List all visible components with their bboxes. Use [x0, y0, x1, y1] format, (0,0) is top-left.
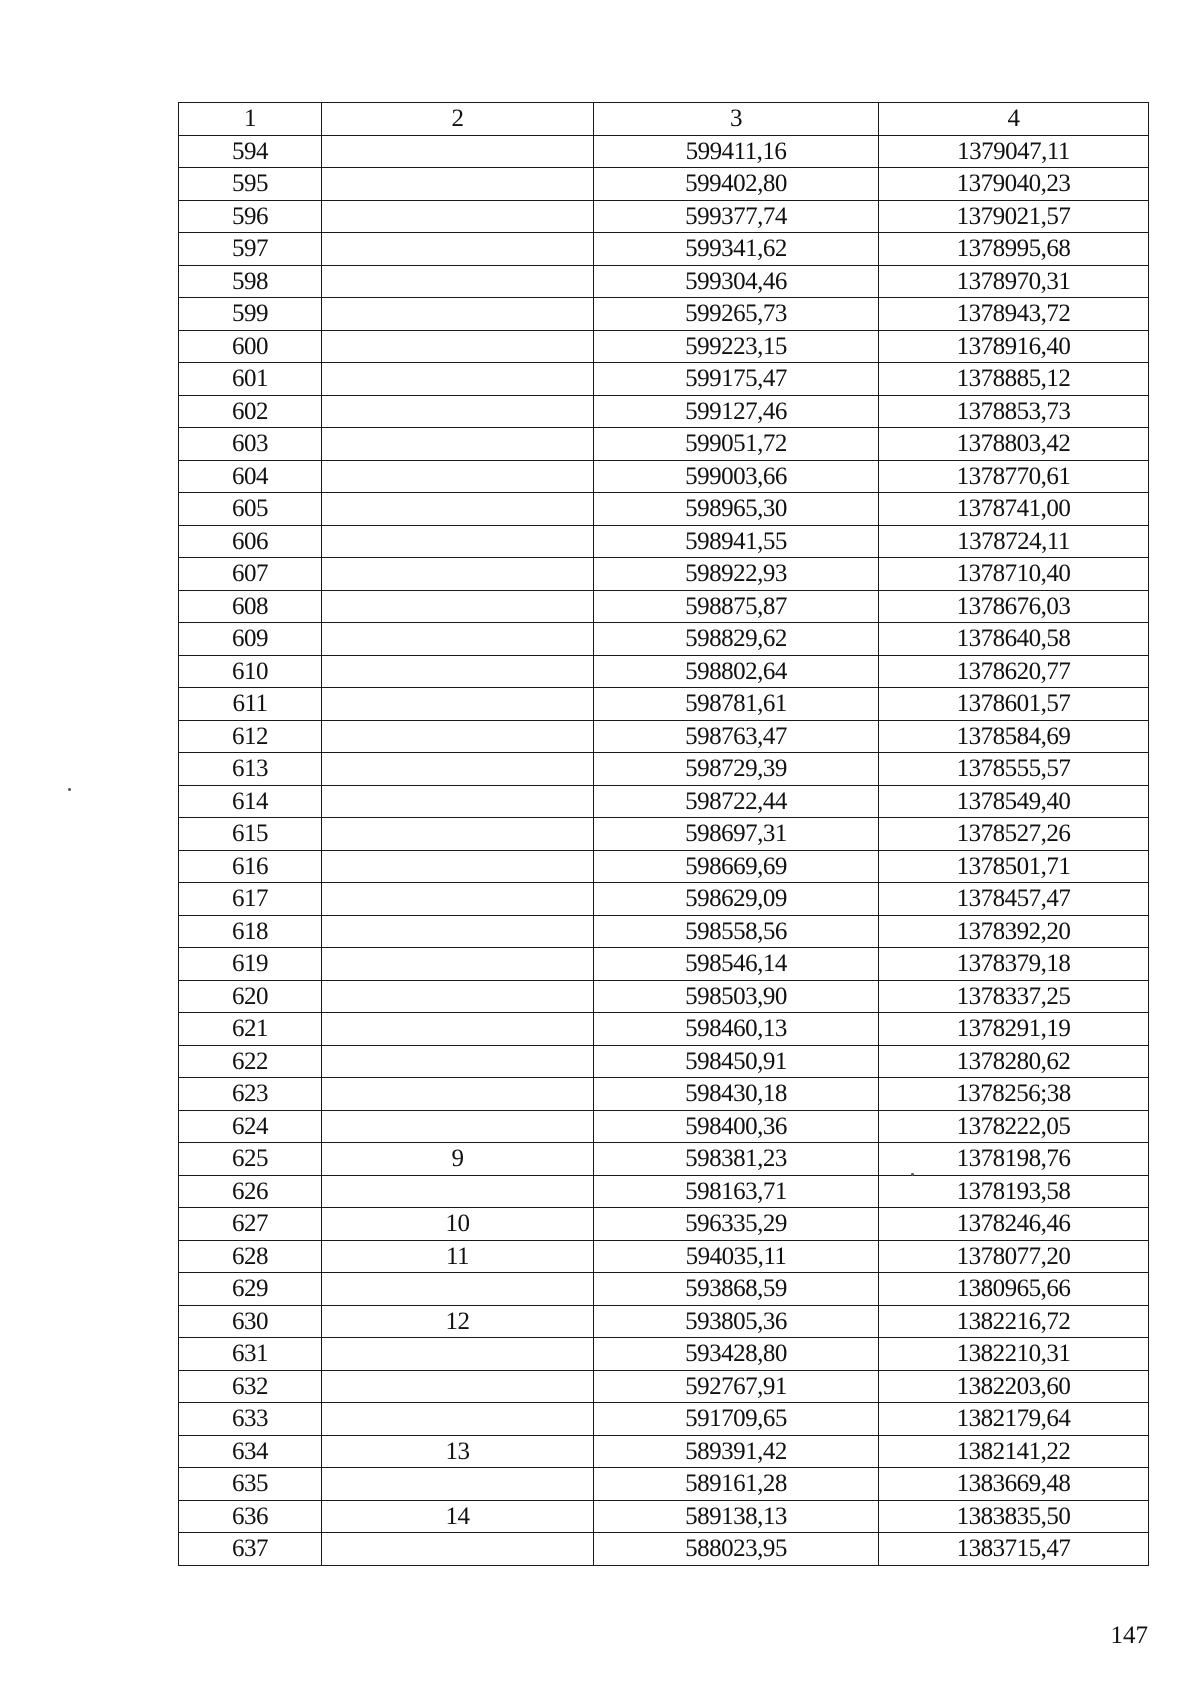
y-coordinate-cell: 1378457,47 — [879, 883, 1149, 916]
x-coordinate-cell: 598430,18 — [594, 1078, 879, 1111]
scan-speck — [68, 788, 71, 791]
y-coordinate-cell: 1378549,40 — [879, 785, 1149, 818]
point-number-cell: 596 — [179, 200, 322, 233]
x-coordinate-cell: 599341,62 — [594, 233, 879, 266]
y-coordinate-cell: 1378885,12 — [879, 363, 1149, 396]
column-header-1: 1 — [179, 103, 322, 136]
point-number-cell: 629 — [179, 1273, 322, 1306]
point-number-cell: 634 — [179, 1435, 322, 1468]
x-coordinate-cell: 598965,30 — [594, 493, 879, 526]
table-row — [179, 298, 1149, 331]
group-number-cell — [322, 1078, 594, 1111]
point-number-cell: 595 — [179, 168, 322, 201]
table-row — [179, 363, 1149, 396]
coordinates-table — [178, 102, 1149, 1566]
group-number-cell — [322, 460, 594, 493]
y-coordinate-cell: 1378676,03 — [879, 590, 1149, 623]
table-row — [179, 1143, 1149, 1176]
table-row — [179, 1045, 1149, 1078]
y-coordinate-cell: 1378741,00 — [879, 493, 1149, 526]
table-row — [179, 850, 1149, 883]
point-number-cell: 614 — [179, 785, 322, 818]
table-row — [179, 1533, 1149, 1566]
group-number-cell — [322, 590, 594, 623]
table-row — [179, 1338, 1149, 1371]
group-number-cell — [322, 200, 594, 233]
point-number-cell: 607 — [179, 558, 322, 591]
x-coordinate-cell: 594035,11 — [594, 1240, 879, 1273]
table-row — [179, 330, 1149, 363]
y-coordinate-cell: 1382210,31 — [879, 1338, 1149, 1371]
x-coordinate-cell: 599304,46 — [594, 265, 879, 298]
point-number-cell: 600 — [179, 330, 322, 363]
group-number-cell — [322, 785, 594, 818]
point-number-cell: 606 — [179, 525, 322, 558]
y-coordinate-cell: 1382203,60 — [879, 1370, 1149, 1403]
group-number-cell — [322, 1013, 594, 1046]
y-coordinate-cell: 1378246,46 — [879, 1208, 1149, 1241]
x-coordinate-cell: 588023,95 — [594, 1533, 879, 1566]
point-number-cell: 630 — [179, 1305, 322, 1338]
group-number-cell — [322, 688, 594, 721]
point-number-cell: 597 — [179, 233, 322, 266]
group-number-cell — [322, 428, 594, 461]
x-coordinate-cell: 598400,36 — [594, 1110, 879, 1143]
group-number-cell — [322, 720, 594, 753]
point-number-cell: 598 — [179, 265, 322, 298]
y-coordinate-cell: 1378291,19 — [879, 1013, 1149, 1046]
table-row — [179, 1370, 1149, 1403]
table-row — [179, 525, 1149, 558]
point-number-cell: 635 — [179, 1468, 322, 1501]
group-number-cell — [322, 948, 594, 981]
x-coordinate-cell: 589138,13 — [594, 1500, 879, 1533]
group-number-cell — [322, 395, 594, 428]
y-coordinate-cell: 1378943,72 — [879, 298, 1149, 331]
x-coordinate-cell: 598381,23 — [594, 1143, 879, 1176]
table-row — [179, 395, 1149, 428]
y-coordinate-cell: 1378640,58 — [879, 623, 1149, 656]
x-coordinate-cell: 593428,80 — [594, 1338, 879, 1371]
group-number-cell — [322, 1273, 594, 1306]
point-number-cell: 619 — [179, 948, 322, 981]
point-number-cell: 611 — [179, 688, 322, 721]
table-row — [179, 655, 1149, 688]
x-coordinate-cell: 593868,59 — [594, 1273, 879, 1306]
table-row — [179, 135, 1149, 168]
x-coordinate-cell: 598697,31 — [594, 818, 879, 851]
x-coordinate-cell: 591709,65 — [594, 1403, 879, 1436]
table-row — [179, 753, 1149, 786]
point-number-cell: 602 — [179, 395, 322, 428]
table-row — [179, 460, 1149, 493]
table-row — [179, 558, 1149, 591]
y-coordinate-cell: 1382216,72 — [879, 1305, 1149, 1338]
y-coordinate-cell: 1378280,62 — [879, 1045, 1149, 1078]
table-row — [179, 1078, 1149, 1111]
y-coordinate-cell: 1380965,66 — [879, 1273, 1149, 1306]
table-row — [179, 948, 1149, 981]
point-number-cell: 609 — [179, 623, 322, 656]
x-coordinate-cell: 599175,47 — [594, 363, 879, 396]
x-coordinate-cell: 599127,46 — [594, 395, 879, 428]
point-number-cell: 601 — [179, 363, 322, 396]
group-number-cell — [322, 168, 594, 201]
point-number-cell: 624 — [179, 1110, 322, 1143]
y-coordinate-cell: 1378770,61 — [879, 460, 1149, 493]
y-coordinate-cell: 1379021,57 — [879, 200, 1149, 233]
y-coordinate-cell: 1378392,20 — [879, 915, 1149, 948]
x-coordinate-cell: 598546,14 — [594, 948, 879, 981]
x-coordinate-cell: 589391,42 — [594, 1435, 879, 1468]
group-number-cell — [322, 818, 594, 851]
group-number-cell — [322, 753, 594, 786]
group-number-cell — [322, 1338, 594, 1371]
group-number-cell — [322, 525, 594, 558]
point-number-cell: 613 — [179, 753, 322, 786]
x-coordinate-cell: 598503,90 — [594, 980, 879, 1013]
group-number-cell — [322, 233, 594, 266]
table-row — [179, 1403, 1149, 1436]
y-coordinate-cell: 1382141,22 — [879, 1435, 1149, 1468]
y-coordinate-cell: 1382179,64 — [879, 1403, 1149, 1436]
group-number-cell — [322, 135, 594, 168]
y-coordinate-cell: 1378803,42 — [879, 428, 1149, 461]
point-number-cell: 632 — [179, 1370, 322, 1403]
point-number-cell: 594 — [179, 135, 322, 168]
point-number-cell: 626 — [179, 1175, 322, 1208]
table-row — [179, 1175, 1149, 1208]
group-number-cell — [322, 1370, 594, 1403]
scan-speck — [911, 1173, 914, 1176]
y-coordinate-cell: 1383669,48 — [879, 1468, 1149, 1501]
x-coordinate-cell: 598629,09 — [594, 883, 879, 916]
x-coordinate-cell: 599402,80 — [594, 168, 879, 201]
group-number-cell — [322, 330, 594, 363]
point-number-cell: 605 — [179, 493, 322, 526]
point-number-cell: 612 — [179, 720, 322, 753]
y-coordinate-cell: 1378222,05 — [879, 1110, 1149, 1143]
x-coordinate-cell: 596335,29 — [594, 1208, 879, 1241]
table-row — [179, 688, 1149, 721]
point-number-cell: 631 — [179, 1338, 322, 1371]
x-coordinate-cell: 593805,36 — [594, 1305, 879, 1338]
y-coordinate-cell: 1378337,25 — [879, 980, 1149, 1013]
y-coordinate-cell: 1379040,23 — [879, 168, 1149, 201]
group-number-cell — [322, 623, 594, 656]
table-row — [179, 1013, 1149, 1046]
y-coordinate-cell: 1378853,73 — [879, 395, 1149, 428]
y-coordinate-cell: 1378193,58 — [879, 1175, 1149, 1208]
y-coordinate-cell: 1378724,11 — [879, 525, 1149, 558]
table-row — [179, 883, 1149, 916]
group-number-cell — [322, 298, 594, 331]
x-coordinate-cell: 599003,66 — [594, 460, 879, 493]
table-row — [179, 785, 1149, 818]
group-number-cell — [322, 1175, 594, 1208]
y-coordinate-cell: 1378995,68 — [879, 233, 1149, 266]
table-body — [179, 135, 1149, 1565]
point-number-cell: 633 — [179, 1403, 322, 1436]
table-row — [179, 1435, 1149, 1468]
x-coordinate-cell: 598450,91 — [594, 1045, 879, 1078]
y-coordinate-cell: 1378198,76 — [879, 1143, 1149, 1176]
x-coordinate-cell: 598802,64 — [594, 655, 879, 688]
point-number-cell: 608 — [179, 590, 322, 623]
x-coordinate-cell: 598941,55 — [594, 525, 879, 558]
y-coordinate-cell: 1378584,69 — [879, 720, 1149, 753]
table-row — [179, 1110, 1149, 1143]
group-number-cell — [322, 980, 594, 1013]
x-coordinate-cell: 599377,74 — [594, 200, 879, 233]
group-number-cell — [322, 655, 594, 688]
table-row — [179, 265, 1149, 298]
point-number-cell: 623 — [179, 1078, 322, 1111]
y-coordinate-cell: 1378916,40 — [879, 330, 1149, 363]
point-number-cell: 604 — [179, 460, 322, 493]
group-number-cell — [322, 265, 594, 298]
table-row — [179, 233, 1149, 266]
point-number-cell: 618 — [179, 915, 322, 948]
column-header-3: 3 — [594, 103, 879, 136]
x-coordinate-cell: 599051,72 — [594, 428, 879, 461]
group-number-cell — [322, 1403, 594, 1436]
y-coordinate-cell: 1378256;38 — [879, 1078, 1149, 1111]
y-coordinate-cell: 1378527,26 — [879, 818, 1149, 851]
table-row — [179, 1500, 1149, 1533]
group-number-cell: 12 — [322, 1305, 594, 1338]
x-coordinate-cell: 598781,61 — [594, 688, 879, 721]
group-number-cell — [322, 1468, 594, 1501]
group-number-cell: 11 — [322, 1240, 594, 1273]
point-number-cell: 628 — [179, 1240, 322, 1273]
group-number-cell: 10 — [322, 1208, 594, 1241]
table-row — [179, 1273, 1149, 1306]
group-number-cell — [322, 850, 594, 883]
y-coordinate-cell: 1383835,50 — [879, 1500, 1149, 1533]
x-coordinate-cell: 598763,47 — [594, 720, 879, 753]
point-number-cell: 621 — [179, 1013, 322, 1046]
group-number-cell — [322, 363, 594, 396]
point-number-cell: 610 — [179, 655, 322, 688]
group-number-cell — [322, 493, 594, 526]
group-number-cell: 14 — [322, 1500, 594, 1533]
x-coordinate-cell: 598460,13 — [594, 1013, 879, 1046]
group-number-cell — [322, 1110, 594, 1143]
y-coordinate-cell: 1378501,71 — [879, 850, 1149, 883]
table-row — [179, 1305, 1149, 1338]
x-coordinate-cell: 598922,93 — [594, 558, 879, 591]
point-number-cell: 627 — [179, 1208, 322, 1241]
group-number-cell — [322, 558, 594, 591]
x-coordinate-cell: 598558,56 — [594, 915, 879, 948]
y-coordinate-cell: 1378555,57 — [879, 753, 1149, 786]
x-coordinate-cell: 598669,69 — [594, 850, 879, 883]
table-row — [179, 168, 1149, 201]
x-coordinate-cell: 598729,39 — [594, 753, 879, 786]
group-number-cell: 9 — [322, 1143, 594, 1176]
page-number: 147 — [1110, 1622, 1148, 1649]
table-row — [179, 1240, 1149, 1273]
table-row — [179, 818, 1149, 851]
y-coordinate-cell: 1378601,57 — [879, 688, 1149, 721]
x-coordinate-cell: 599223,15 — [594, 330, 879, 363]
group-number-cell: 13 — [322, 1435, 594, 1468]
table-row — [179, 915, 1149, 948]
x-coordinate-cell: 598829,62 — [594, 623, 879, 656]
point-number-cell: 636 — [179, 1500, 322, 1533]
y-coordinate-cell: 1378620,77 — [879, 655, 1149, 688]
point-number-cell: 617 — [179, 883, 322, 916]
y-coordinate-cell: 1378710,40 — [879, 558, 1149, 591]
column-header-2: 2 — [322, 103, 594, 136]
table-row — [179, 200, 1149, 233]
table-row — [179, 980, 1149, 1013]
table-row — [179, 428, 1149, 461]
y-coordinate-cell: 1379047,11 — [879, 135, 1149, 168]
table-row — [179, 1468, 1149, 1501]
y-coordinate-cell: 1378379,18 — [879, 948, 1149, 981]
x-coordinate-cell: 598875,87 — [594, 590, 879, 623]
y-coordinate-cell: 1383715,47 — [879, 1533, 1149, 1566]
table-header-row — [179, 103, 1149, 136]
y-coordinate-cell: 1378970,31 — [879, 265, 1149, 298]
x-coordinate-cell: 589161,28 — [594, 1468, 879, 1501]
table-row — [179, 720, 1149, 753]
x-coordinate-cell: 598722,44 — [594, 785, 879, 818]
table-row — [179, 623, 1149, 656]
column-header-4: 4 — [879, 103, 1149, 136]
x-coordinate-cell: 598163,71 — [594, 1175, 879, 1208]
point-number-cell: 637 — [179, 1533, 322, 1566]
point-number-cell: 615 — [179, 818, 322, 851]
point-number-cell: 616 — [179, 850, 322, 883]
point-number-cell: 599 — [179, 298, 322, 331]
x-coordinate-cell: 599411,16 — [594, 135, 879, 168]
x-coordinate-cell: 599265,73 — [594, 298, 879, 331]
point-number-cell: 620 — [179, 980, 322, 1013]
y-coordinate-cell: 1378077,20 — [879, 1240, 1149, 1273]
x-coordinate-cell: 592767,91 — [594, 1370, 879, 1403]
group-number-cell — [322, 883, 594, 916]
point-number-cell: 622 — [179, 1045, 322, 1078]
group-number-cell — [322, 915, 594, 948]
table-row — [179, 1208, 1149, 1241]
point-number-cell: 603 — [179, 428, 322, 461]
table-row — [179, 493, 1149, 526]
group-number-cell — [322, 1533, 594, 1566]
table-row — [179, 590, 1149, 623]
point-number-cell: 625 — [179, 1143, 322, 1176]
group-number-cell — [322, 1045, 594, 1078]
